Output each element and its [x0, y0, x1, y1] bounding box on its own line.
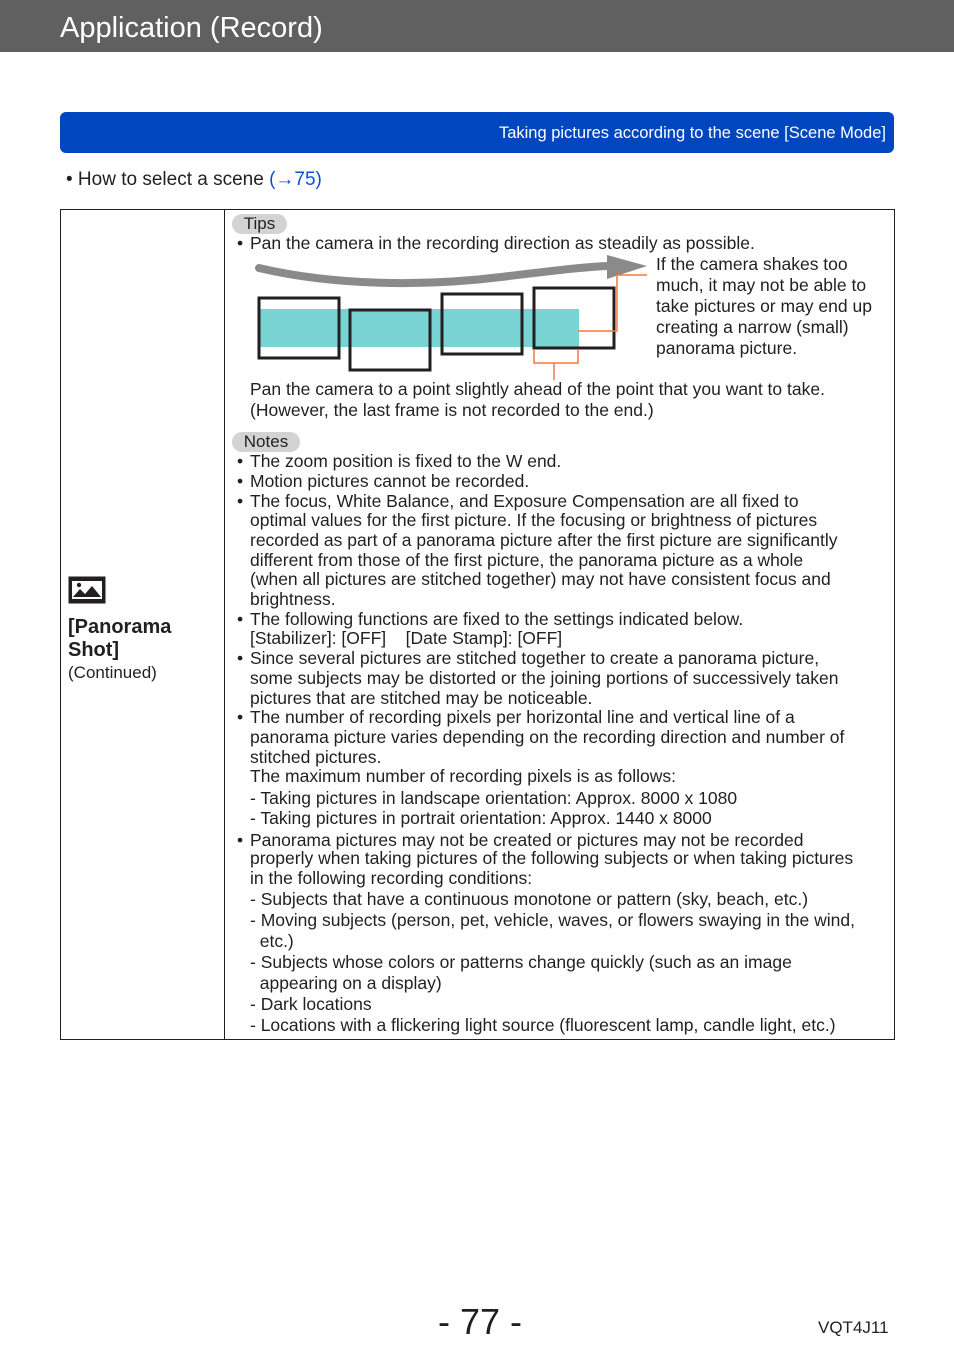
document-code: VQT4J11 [818, 1318, 889, 1337]
note-line: Motion pictures cannot be recorded. [250, 471, 530, 491]
note-line: optimal values for the first picture. If the focusing or brightness of pictures [250, 510, 818, 530]
note-line: panorama picture varies depending on the recording direction and number of [250, 727, 845, 747]
note-line: different from those of the first picture, the panorama picture as a whole [250, 550, 804, 570]
note-line: Since several pictures are stitched together to create a panorama picture, [250, 648, 820, 668]
mode-subtitle: (Continued) [68, 663, 157, 682]
callout-line-3: take pictures or may end up [656, 296, 872, 316]
section-label: Taking pictures according to the scene [Scene Mode] [498, 124, 886, 142]
note-line: etc.) [250, 931, 294, 951]
note-line: properly when taking pictures of the following subjects or when taking pictures [250, 848, 854, 868]
note-line: The following functions are fixed to the settings indicated below. [250, 609, 744, 629]
note-line: appearing on a display) [250, 973, 442, 993]
note-bullet: • [237, 451, 244, 471]
tips-bullet-text: Pan the camera in the recording direction as steadily as possible. [250, 233, 755, 253]
section-bar [60, 112, 894, 153]
table-divider [224, 210, 225, 1039]
howto-line [66, 168, 322, 192]
callout-line-1: If the camera shakes too [656, 254, 848, 274]
note-line: - Subjects whose colors or patterns change quickly (such as an image [250, 952, 792, 972]
page-title: Application (Record) [60, 12, 323, 44]
note-line: some subjects may be distorted or the joining portions of successively taken [250, 668, 839, 688]
howto-link[interactable]: (→75) [269, 169, 322, 190]
note-line: - Subjects that have a continuous monotone or pattern (sky, beach, etc.) [250, 889, 809, 909]
header-bar [0, 0, 954, 52]
callout-line-4: creating a narrow (small) [656, 317, 849, 337]
mode-table [60, 209, 895, 1040]
note-line: - Dark locations [250, 994, 372, 1014]
note-bullet: • [237, 471, 244, 491]
note-line: in the following recording conditions: [250, 868, 533, 888]
note-line: pictures that are stitched may be noticeable. [250, 688, 593, 708]
tips-after-line-2: (However, the last frame is not recorded to the end.) [250, 400, 654, 420]
mode-name: [Panorama Shot] [68, 616, 172, 661]
notes-badge: Notes [232, 432, 300, 452]
note-bullet: • [237, 609, 244, 629]
note-line: - Locations with a flickering light source (fluorescent lamp, candle light, etc.) [250, 1015, 836, 1035]
note-line: The number of recording pixels per horizontal line and vertical line of a [250, 707, 795, 727]
panorama-band [259, 309, 579, 347]
panorama-icon [68, 576, 106, 604]
note-bullet: • [237, 830, 244, 850]
callout-line-2: much, it may not be able to [656, 275, 867, 295]
pan-arrow-shaft [259, 266, 611, 283]
gap-bracket [534, 349, 578, 363]
note-line: Panorama pictures may not be created or pictures may not be recorded [250, 830, 804, 850]
note-line: brightness. [250, 589, 336, 609]
note-line: - Taking pictures in landscape orientation: Approx. 8000 x 1080 [250, 788, 738, 808]
note-line: The zoom position is fixed to the W end. [250, 451, 562, 471]
tips-after-line-1: Pan the camera to a point slightly ahead of the point that you want to take. [250, 379, 825, 399]
callout-line-5: panorama picture. [656, 338, 798, 358]
note-line: recorded as part of a panorama picture after the first picture are significantly [250, 530, 838, 550]
note-line: stitched pictures. [250, 747, 382, 767]
note-line: The maximum number of recording pixels is as follows: [250, 766, 676, 786]
note-line: The focus, White Balance, and Exposure Compensation are all fixed to [250, 491, 799, 511]
page-number: - 77 - [438, 1301, 523, 1342]
note-line: (when all pictures are stitched together) may not have consistent focus and [250, 569, 831, 589]
tips-bullet-dot: • [237, 233, 244, 253]
note-line: - Taking pictures in portrait orientation: Approx. 1440 x 8000 [250, 808, 712, 828]
tips-badge: Tips [232, 214, 287, 234]
howto-text: • How to select a scene [66, 169, 270, 190]
note-line: - Moving subjects (person, pet, vehicle, waves, or flowers swaying in the wind, [250, 910, 855, 930]
note-bullet: • [237, 491, 244, 511]
note-bullet: • [237, 707, 244, 727]
note-line: [Stabilizer]: [OFF] [Date Stamp]: [OFF] [250, 628, 563, 648]
note-bullet: • [237, 648, 244, 668]
panning-diagram [251, 253, 691, 383]
